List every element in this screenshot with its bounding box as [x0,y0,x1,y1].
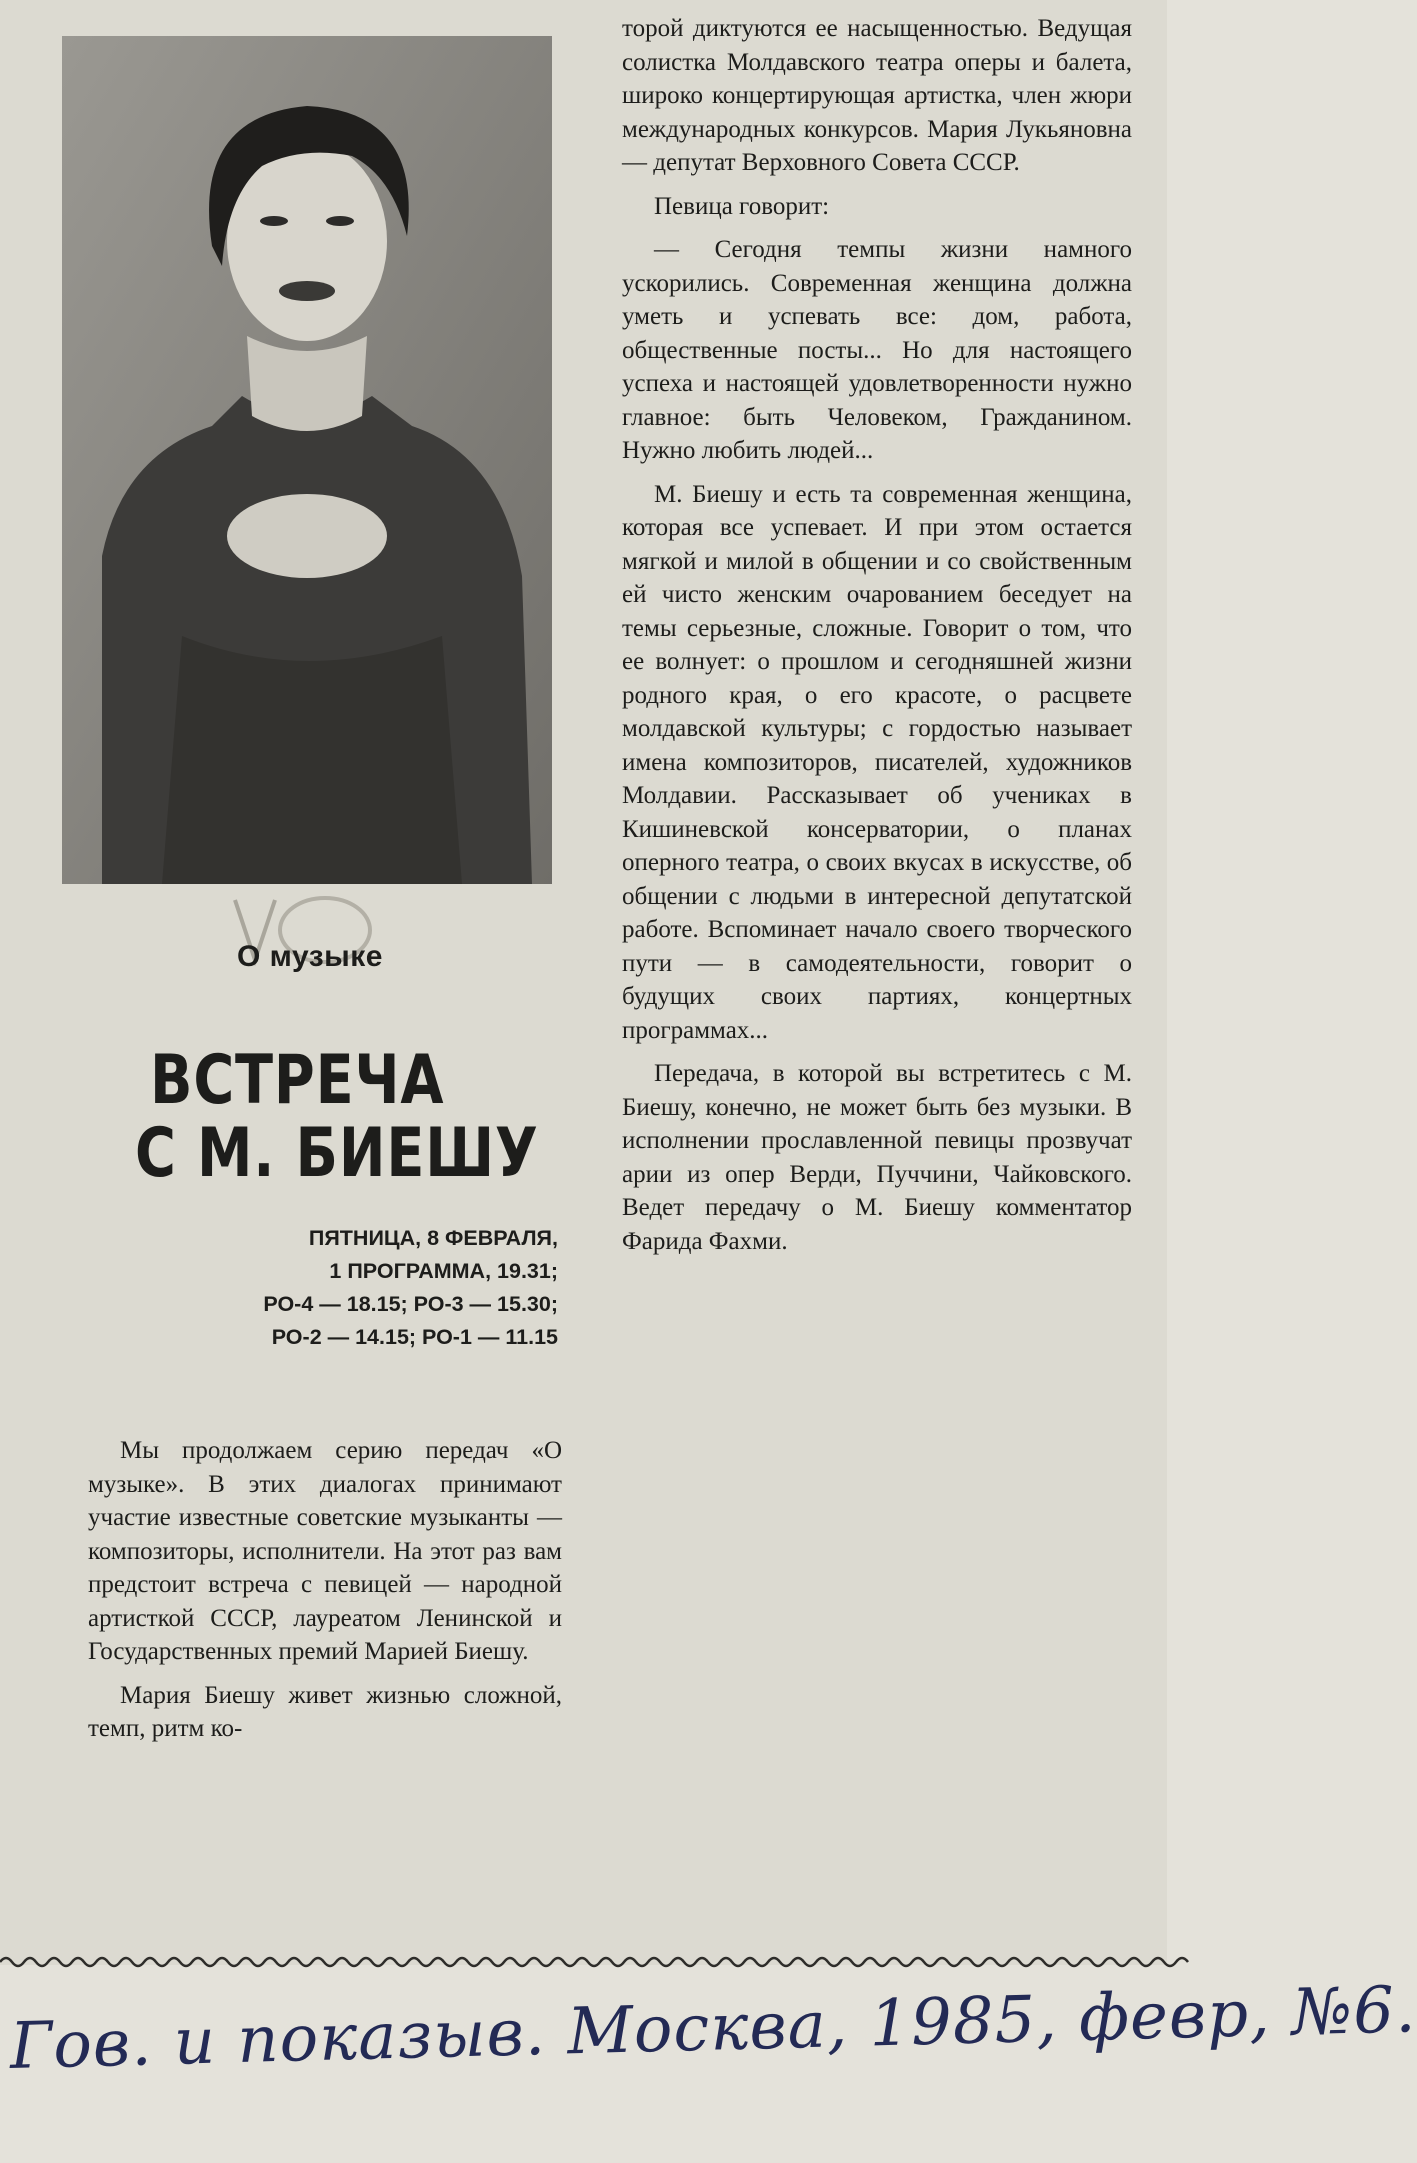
handwritten-source-note: Гов. и показыв. Москва, 1985, февр, №6. [9,1973,1417,2084]
headline-line-2: С М. БИЕШУ [135,1114,539,1193]
portrait-photo [62,36,552,884]
broadcast-schedule [118,1222,558,1354]
singer-portrait-image [62,36,552,884]
cut-edge-line [0,1950,1167,1974]
schedule-line: 1 ПРОГРАММА, 19.31; [329,1259,558,1283]
article-paragraph: Мария Биешу живет жизнью сложной, темп, ритм ко- [88,1681,562,1742]
article-paragraph: Передача, в которой вы встретитесь с М. Биешу, конечно, не может быть без музыки. В исполнении прославленной певицы прозвучат арии из опер Верди, Пуччини, Чайковского. Ведет передачу о М. Биешу комментатор Фарида Фахми. [622,1060,1132,1255]
headline-line-1: ВСТРЕЧА [150,1041,445,1120]
schedule-line: РО-2 — 14.15; РО-1 — 11.15 [271,1325,558,1349]
article-paragraph: торой диктуются ее насыщенностью. Ведущая солистка Молдавского театра оперы и балета, широко концертирующая артистка, член жюри международных конкурсов. Мария Лукьяновна — депутат Верховного Совета СССР. [622,15,1132,176]
schedule-line: РО-4 — 18.15; РО-3 — 15.30; [263,1292,558,1316]
article-left-column [88,1434,562,1746]
article-paragraph: — Сегодня темпы жизни намного ускорились. Современная женщина должна уметь и успевать все: дом, работа, общественные посты... Но для настоящего успеха и настоящей удовлетворенности нужно главное: быть Человеком, Гражданином. Нужно любить людей... [622,236,1132,464]
article-paragraph: Мы продолжаем серию передач «О музыке». В этих диалогах принимают участие известные советские музыканты — композиторы, исполнители. На этот раз вам предстоит встреча с певицей — народной артисткой СССР, лауреатом Ленинской и Государственных премий Марией Биешу. [88,1437,562,1665]
schedule-line: ПЯТНИЦА, 8 ФЕВРАЛЯ, [308,1226,558,1250]
article-right-column [622,12,1132,1258]
article-paragraph: М. Биешу и есть та современная женщина, которая все успевает. И при этом остается мягкой и милой в общении и со свойственным ей чисто женским очарованием беседует на темы серьезные, сложные. Говорит о том, что ее волнует: о прошлом и сегодняшней жизни родного края, о его красоте, о расцвете молдавской культуры; с гордостью называет имена композиторов, писателей, художников Молдавии. Рассказывает об учениках в Кишиневской консерватории, о планах оперного театра, о своих вкусах в искусстве, об общении с людьми в интересной депутатской работе. Вспоминает начало своего творческого пути — в самодеятельности, говорит о будущих своих партиях, концертных программах... [622,480,1132,1044]
article-paragraph: Певица говорит: [654,192,830,220]
rubric-label: О музыке [237,940,383,973]
